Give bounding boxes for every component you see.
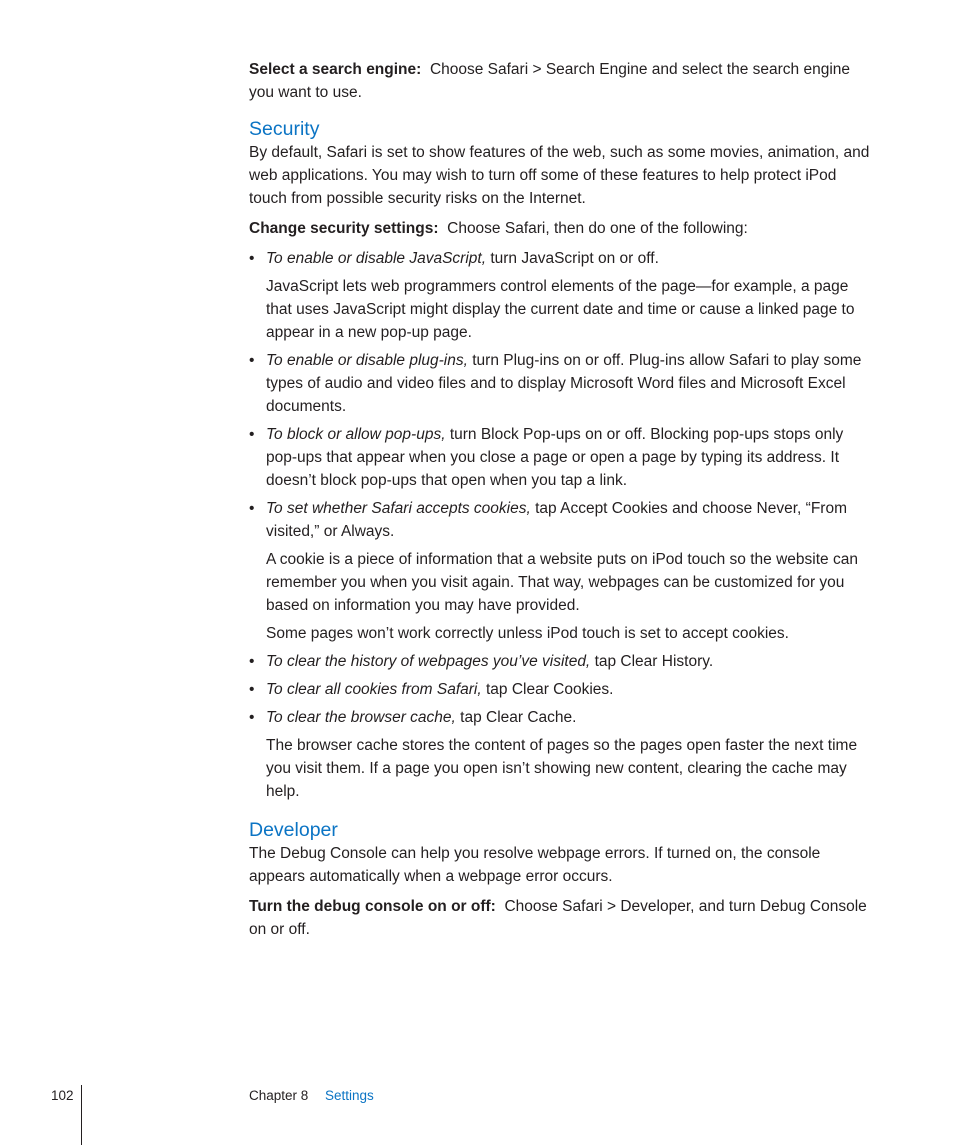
list-item-lead: To clear all cookies from Safari, (266, 681, 482, 698)
list-item (249, 706, 877, 729)
bullet-icon: • (249, 426, 255, 443)
page-number: 102 (51, 1088, 74, 1103)
search-engine-text: Choose Safari > Search Engine and select the search engine you want to use. (249, 61, 851, 101)
change-security-text: Choose Safari, then do one of the following: (447, 220, 748, 237)
list-item-lead: To set whether Safari accepts cookies, (266, 500, 531, 517)
list-item (249, 497, 877, 543)
debug-console-text: Choose Safari > Developer, and turn Debug Console on or off. (249, 898, 867, 938)
javascript-note: JavaScript lets web programmers control elements of the page—for example, a page that uses JavaScript might display the current date and time or cause a linked page to appear in a new pop-up page. (266, 278, 855, 341)
list-item (249, 678, 877, 701)
list-item-lead: To enable or disable plug-ins, (266, 352, 468, 369)
list-item (249, 349, 877, 418)
bullet-icon: • (249, 653, 255, 670)
list-item-lead: To block or allow pop-ups, (266, 426, 446, 443)
list-item-text: turn JavaScript on or off. (490, 250, 659, 267)
page-content (249, 58, 877, 948)
change-security-lead: Change security settings: (249, 220, 439, 237)
list-item-text: tap Accept Cookies and choose Never, “From visited,” or Always. (266, 500, 847, 540)
cache-note: The browser cache stores the content of pages so the pages open faster the next time you visit them. If a page you open isn’t showing new content, clearing the cache may help. (266, 737, 858, 800)
list-item-text: tap Clear Cache. (460, 709, 577, 726)
list-item-text: turn Block Pop-ups on or off. Blocking pop-ups stops only pop-ups that appear when you close a page or open a page by typing its address. It doesn’t block pop-ups that open when you tap a link. (266, 426, 844, 489)
bullet-icon: • (249, 709, 255, 726)
list-item (249, 423, 877, 492)
security-heading: Security (249, 118, 320, 140)
bullet-icon: • (249, 681, 255, 698)
list-item (249, 247, 877, 270)
developer-heading: Developer (249, 819, 338, 841)
security-intro: By default, Safari is set to show features of the web, such as some movies, animation, and web applications. You may wish to turn off some of these features to help protect iPod touch from possible security risks on the Internet. (249, 144, 870, 207)
footer-divider (81, 1085, 82, 1145)
list-item-text: turn Plug-ins on or off. Plug-ins allow Safari to play some types of audio and video files and to display Microsoft Word files and Microsoft Excel documents. (266, 352, 862, 415)
bullet-icon: • (249, 250, 255, 267)
page-footer (0, 1085, 954, 1145)
debug-console-paragraph (249, 895, 877, 941)
list-item-lead: To enable or disable JavaScript, (266, 250, 487, 267)
list-item-lead: To clear the browser cache, (266, 709, 456, 726)
cookie-note: A cookie is a piece of information that a website puts on iPod touch so the website can remember you when you visit again. That way, webpages can be customized for you based on information you may have provided. (266, 551, 858, 614)
list-item-lead: To clear the history of webpages you’ve visited, (266, 653, 591, 670)
list-item-text: tap Clear History. (594, 653, 714, 670)
search-engine-paragraph (249, 58, 877, 104)
bullet-icon: • (249, 500, 255, 517)
chapter-label: Chapter 8 (249, 1088, 309, 1103)
bullet-icon: • (249, 352, 255, 369)
list-item-text: tap Clear Cookies. (485, 681, 614, 698)
section-label: Settings (325, 1088, 374, 1103)
search-engine-lead: Select a search engine: (249, 61, 422, 78)
list-item (249, 650, 877, 673)
change-security-paragraph (249, 217, 877, 240)
debug-console-lead: Turn the debug console on or off: (249, 898, 496, 915)
developer-intro: The Debug Console can help you resolve webpage errors. If turned on, the console appears automatically when a webpage error occurs. (249, 845, 821, 885)
cookie-note-2: Some pages won’t work correctly unless iPod touch is set to accept cookies. (266, 625, 789, 642)
